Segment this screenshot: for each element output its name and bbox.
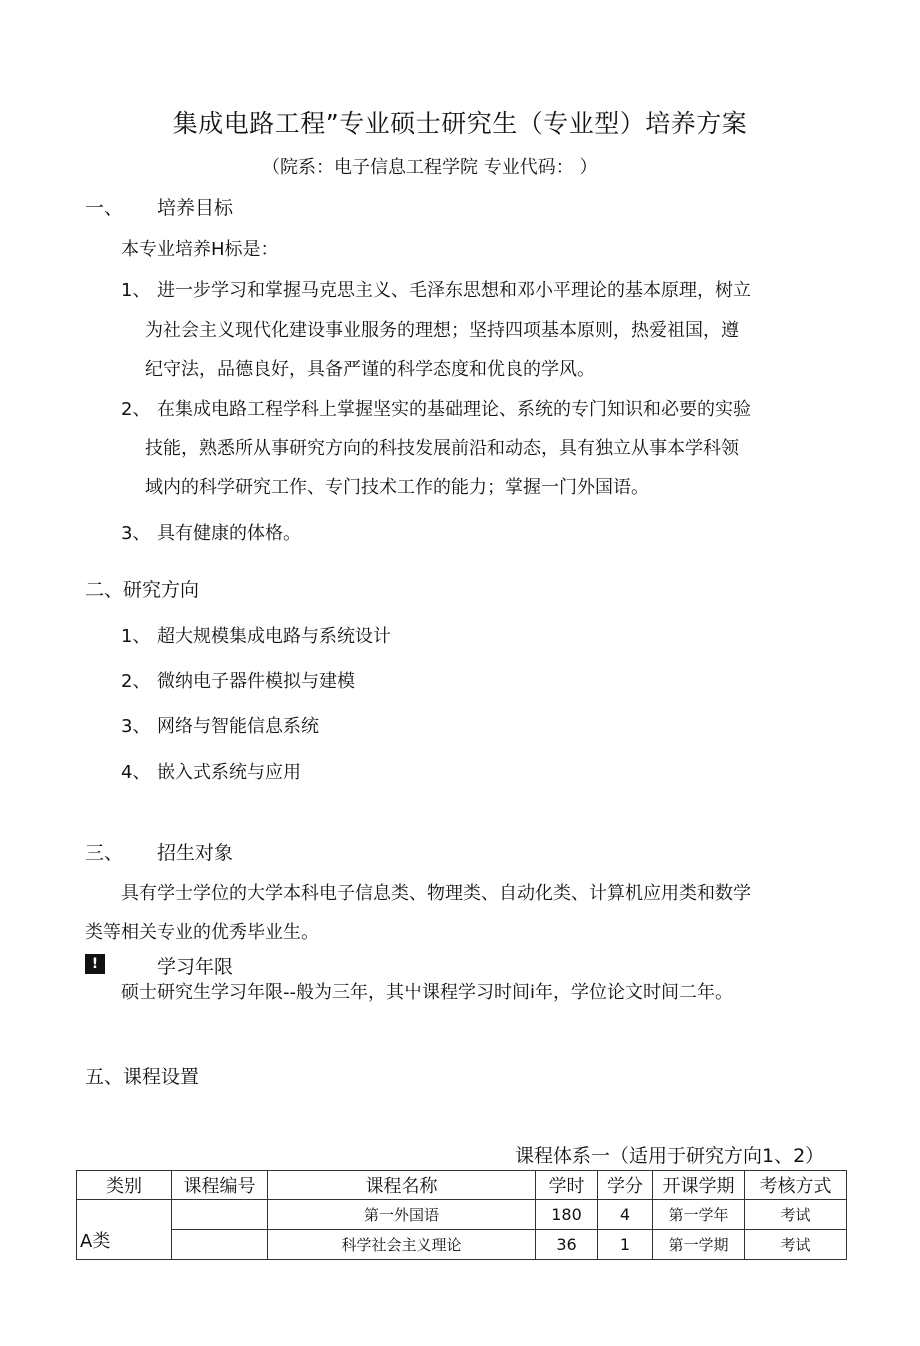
section4-marker: ! — [85, 954, 105, 974]
course-exam-cell: 考试 — [745, 1200, 847, 1230]
section3-number: 三、 — [85, 842, 124, 864]
direction-item: 微纳电子器件模拟与建模 — [157, 671, 355, 692]
table-row — [77, 1230, 847, 1260]
goal-item-number: 1、 — [121, 280, 151, 301]
column-header: 学分 — [598, 1171, 653, 1200]
goal-item-line: 进一步学习和掌握马克思主义、毛泽东思想和邓小平理论的基本原理，树立 — [157, 280, 751, 301]
direction-item: 网络与智能信息系统 — [157, 716, 319, 737]
goal-item-line: 具有健康的体格。 — [157, 523, 301, 544]
direction-number: 4、 — [121, 762, 151, 783]
goal-item-number: 2、 — [121, 399, 151, 420]
course-exam-cell: 考试 — [745, 1230, 847, 1260]
course-name-cell: 第一外国语 — [268, 1200, 536, 1230]
section4-heading: 学习年限 — [157, 956, 234, 978]
section2-heading: 二、研究方向 — [85, 579, 200, 601]
goal-item-number: 3、 — [121, 523, 151, 544]
page-title: 集成电路工程”专业硕士研究生（专业型）培养方案 — [172, 109, 748, 138]
page-subtitle: （院系：电子信息工程学院 专业代码： ） — [262, 157, 598, 178]
course-code-cell — [172, 1230, 268, 1260]
column-header: 课程编号 — [172, 1171, 268, 1200]
table-header-row — [77, 1171, 847, 1200]
category-sub-cell — [172, 1200, 268, 1230]
goal-item-line: 纪守法，品德良好，具备严谨的科学态度和优良的学风。 — [145, 359, 595, 380]
section4-text: 硕士研究生学习年限--般为三年，其屮课程学习时间i年，学位论文时间二年。 — [121, 982, 733, 1003]
course-credits-cell: 1 — [598, 1230, 653, 1260]
table-row — [77, 1200, 847, 1230]
course-table — [76, 1170, 847, 1260]
column-header: 课程名称 — [268, 1171, 536, 1200]
goal-item-line: 域内的科学研究工作、专门技术工作的能力；掌握一门外国语。 — [145, 477, 649, 498]
direction-number: 3、 — [121, 716, 151, 737]
section3-text-line: 具有学士学位的大学本科电子信息类、物理类、自动化类、计算机应用类和数学 — [121, 883, 751, 904]
section1-number: 一、 — [85, 197, 124, 219]
section5-heading: 五、课程设置 — [85, 1066, 200, 1088]
direction-number: 1、 — [121, 626, 151, 647]
course-term-cell: 第一学年 — [653, 1200, 745, 1230]
column-header: 类别 — [77, 1171, 172, 1200]
section1-heading: 培养目标 — [157, 197, 234, 219]
course-hours-cell: 180 — [536, 1200, 598, 1230]
direction-item: 超大规模集成电路与系统设计 — [157, 626, 391, 647]
course-hours-cell: 36 — [536, 1230, 598, 1260]
column-header: 开课学期 — [653, 1171, 745, 1200]
column-header: 考核方式 — [745, 1171, 847, 1200]
course-term-cell: 第一学期 — [653, 1230, 745, 1260]
column-header: 学时 — [536, 1171, 598, 1200]
category-cell: A类 — [77, 1200, 172, 1260]
section3-heading: 招生对象 — [157, 842, 234, 864]
direction-number: 2、 — [121, 671, 151, 692]
goal-item-line: 为社会主义现代化建设事业服务的理想；坚持四项基本原则，热爱祖国，遵 — [145, 320, 739, 341]
goal-item-line: 技能，熟悉所从事研究方向的科技发展前沿和动态，具有独立从事本学科领 — [145, 438, 739, 459]
table-caption: 课程体系一（适用于研究方向1、2） — [515, 1145, 825, 1167]
course-name-cell: 科学社会主义理论 — [268, 1230, 536, 1260]
section1-intro: 本专业培养H标是： — [121, 239, 279, 260]
course-credits-cell: 4 — [598, 1200, 653, 1230]
goal-item-line: 在集成电路工程学科上掌握坚实的基础理论、系统的专门知识和必要的实验 — [157, 399, 751, 420]
section3-text-line: 类等相关专业的优秀毕业生。 — [85, 922, 319, 943]
direction-item: 嵌入式系统与应用 — [157, 762, 301, 783]
